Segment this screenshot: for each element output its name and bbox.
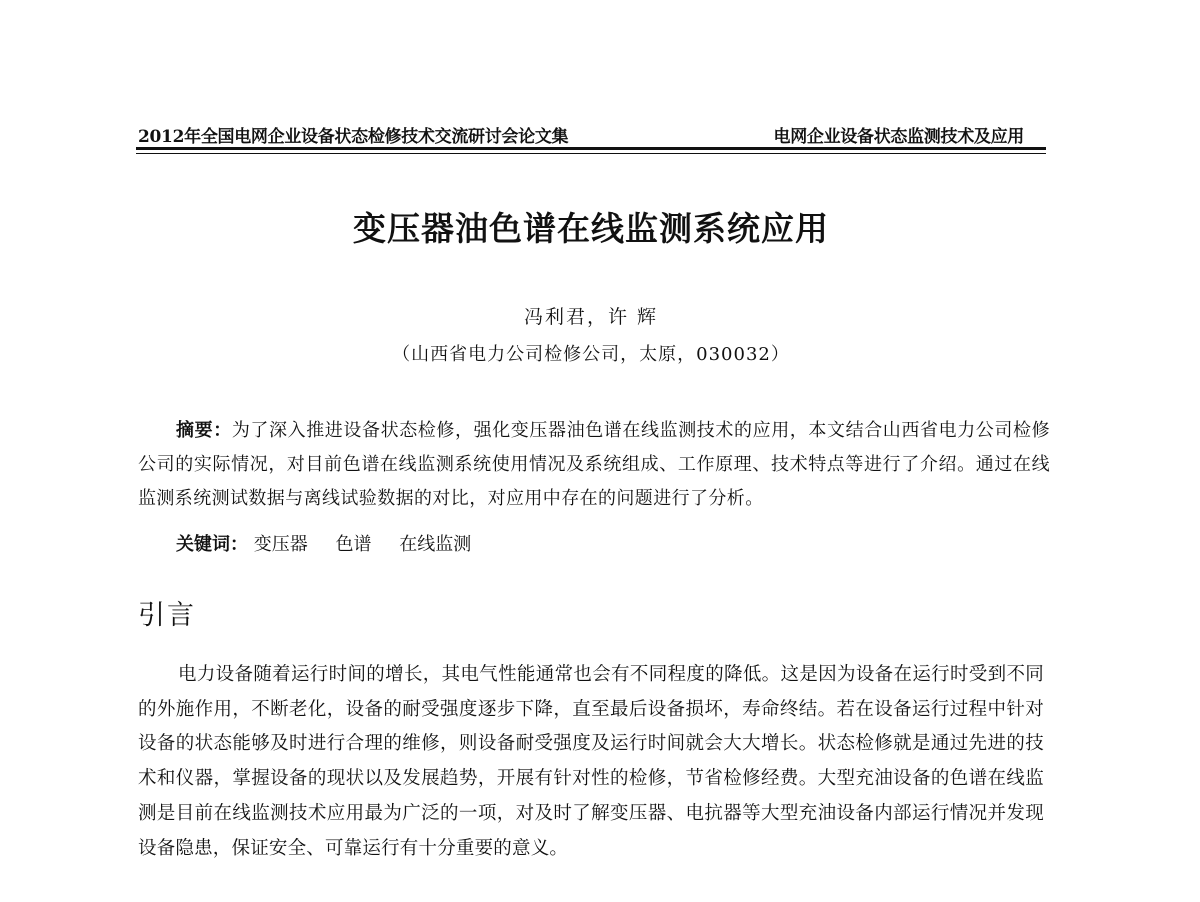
keyword-item: 变压器: [253, 534, 308, 555]
keyword-item: 在线监测: [399, 534, 472, 555]
paper-affiliation: （山西省电力公司检修公司，太原，030032）: [392, 344, 790, 365]
paper-title: 变压器油色谱在线监测系统应用: [353, 209, 829, 248]
header-section-title: 电网企业设备状态监测技术及应用: [773, 127, 1024, 147]
keywords-label: 关键词：: [176, 534, 248, 555]
header-proceedings-title: 2012年全国电网企业设备状态检修技术交流研讨会论文集: [138, 127, 569, 147]
body-paragraph: 电力设备随着运行时间的增长，其电气性能通常也会有不同程度的降低。这是因为设备在运行时受到不同的外施作用，不断老化，设备的耐受强度逐步下降，直至最后设备损坏，寿命终结。若在设备运行过程中针对设备的状态能够及时进行合理的维修，则设备耐受强度及运行时间就会大大增长。状态检修就是通过先进的技术和仪器，掌握设备的现状以及发展趋势，开展有针对性的检修，节省检修经费。大型充油设备的色谱在线监测是目前在线监测技术应用最为广泛的一项，对及时了解变压器、电抗器等大型充油设备内部运行情况并发现设备隐患，保证安全、可靠运行有十分重要的意义。: [138, 664, 1044, 859]
running-header: [138, 122, 1048, 148]
abstract-label: 摘要：: [176, 420, 232, 441]
abstract-text: 为了深入推进设备状态检修，强化变压器油色谱在线监测技术的应用，本文结合山西省电力公司检修公司的实际情况，对目前色谱在线监测系统使用情况及系统组成、工作原理、技术特点等进行了介绍。通过在线监测系统测试数据与离线试验数据的对比，对应用中存在的问题进行了分析。: [138, 420, 1050, 509]
abstract-block: [138, 414, 1050, 516]
paper-authors: 冯利君，许 辉: [523, 306, 659, 328]
keyword-item: 色谱: [335, 534, 372, 555]
header-rule-thin: [136, 153, 1046, 154]
section-heading: 引言: [138, 600, 196, 631]
keywords-line: [176, 530, 493, 556]
header-rule-thick: [136, 147, 1046, 150]
